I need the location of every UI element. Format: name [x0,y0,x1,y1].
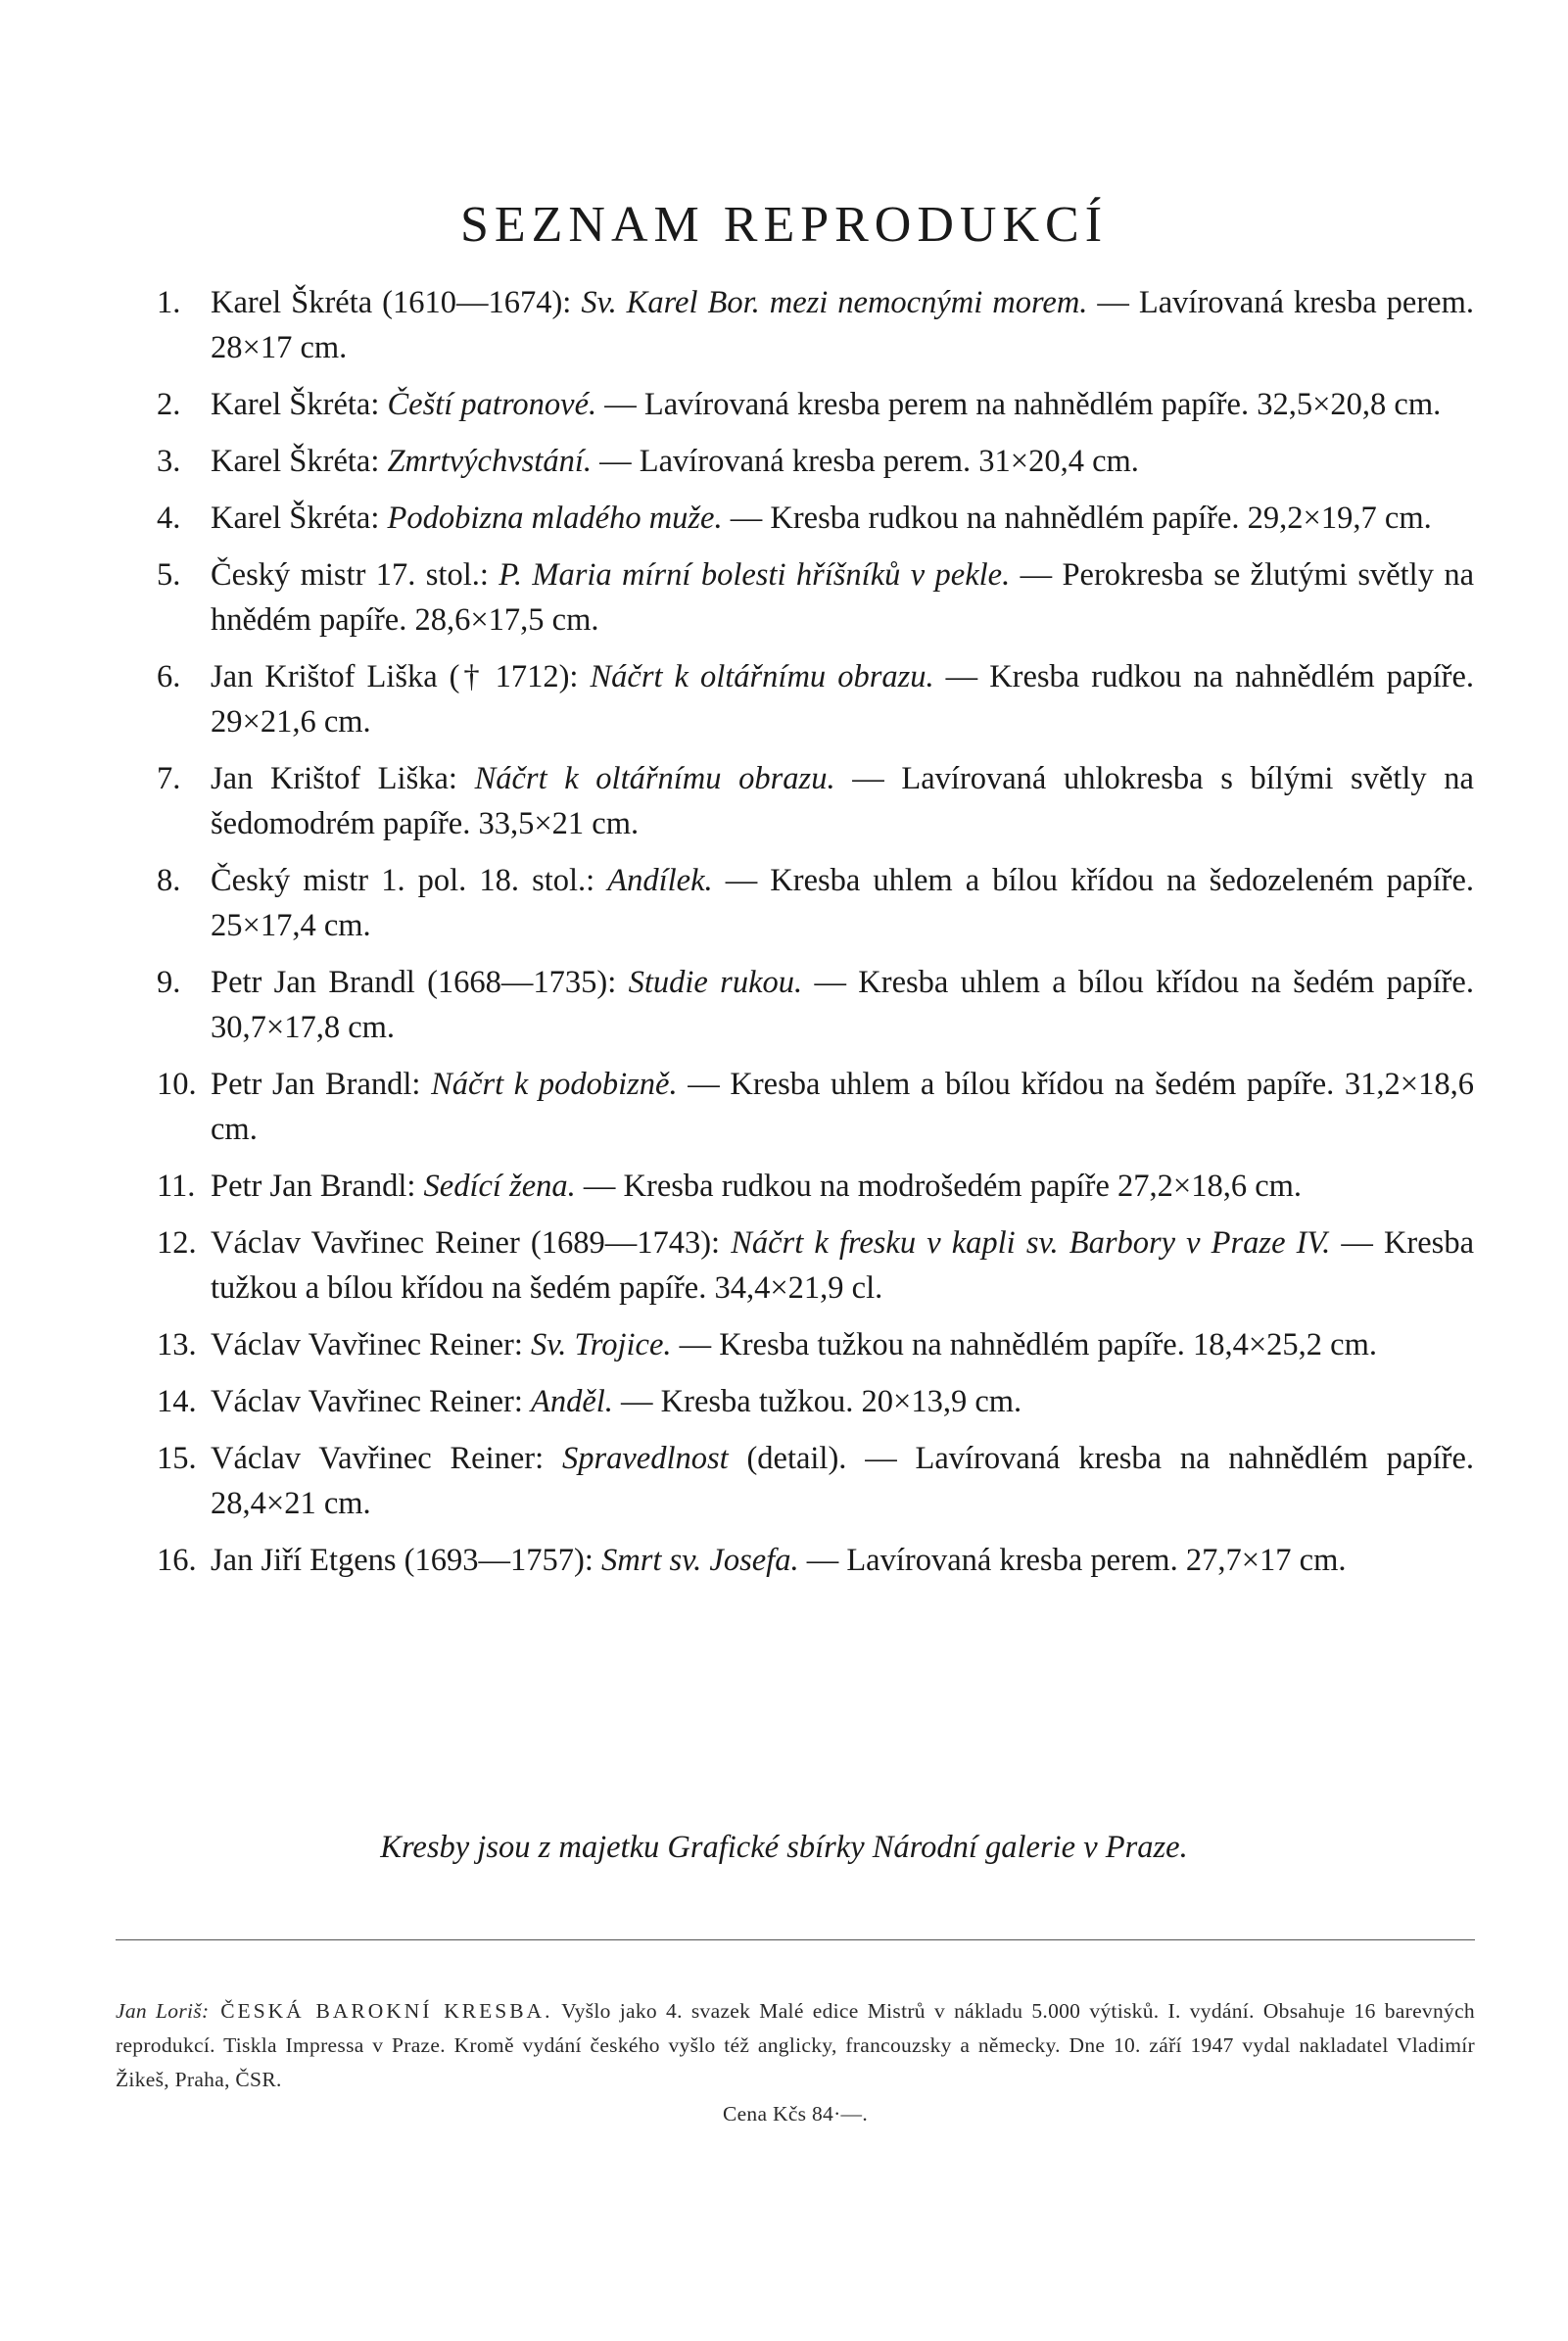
item-author: Karel Škréta: [211,387,388,422]
item-author: Karel Škréta: [211,501,388,536]
item-author: Jan Krištof Liška († 1712): [211,659,591,694]
item-author: Václav Vavřinec Reiner: [211,1327,531,1362]
item-number: 9. [157,965,181,1000]
colophon [116,1994,1475,2131]
item-text [211,501,1432,536]
list-item [157,1436,1474,1526]
item-text [211,285,1474,365]
item-description: — Kresba rudkou na modrošedém papíře 27,2×18,6 cm. [575,1169,1303,1204]
item-description: — Kresba rudkou na nahnědlém papíře. 29×21,6 cm. [211,659,1474,740]
item-artwork-title: Náčrt k oltářnímu obrazu. [474,761,835,796]
list-item [157,1322,1474,1367]
item-number: 3. [157,444,181,479]
item-number: 5. [157,557,181,593]
item-author: Český mistr 1. pol. 18. stol.: [211,863,608,898]
item-text [211,1384,1022,1419]
item-text [211,659,1474,740]
item-artwork-title: Anděl. [530,1384,613,1419]
page-title: SEZNAM REPRODUKCÍ [459,196,1109,253]
item-author: Karel Škréta: [211,444,388,479]
item-artwork-title: Studie rukou. [628,965,803,1000]
item-description: — Lavírovaná kresba perem na nahnědlém papíře. 32,5×20,8 cm. [596,387,1442,422]
list-item [157,1062,1474,1152]
item-number: 14. [157,1384,197,1419]
item-text [211,761,1474,841]
item-artwork-title: Sv. Karel Bor. mezi nemocnými morem. [581,285,1088,320]
item-author: Petr Jan Brandl: [211,1067,432,1102]
item-artwork-title: Podobizna mladého muže. [387,501,723,536]
item-number: 6. [157,659,181,694]
item-artwork-title: Náčrt k podobizně. [431,1067,678,1102]
list-item [157,1220,1474,1311]
item-author: Václav Vavřinec Reiner (1689—1743): [211,1225,732,1261]
item-description: — Kresba tužkou na nahnědlém papíře. 18,4×25,2 cm. [671,1327,1377,1362]
list-item [157,960,1474,1050]
colophon-book-title: ČESKÁ BAROKNÍ KRESBA. [209,1999,553,2023]
item-author: Václav Vavřinec Reiner: [211,1384,531,1419]
item-text [211,1169,1302,1204]
item-text [211,1543,1347,1578]
item-number: 7. [157,761,181,796]
item-artwork-title: Čeští patronové. [387,387,597,422]
item-text [211,863,1474,943]
colophon-body: Vyšlo jako 4. svazek Malé edice Mistrů v nákladu 5.000 výtisků. I. vydání. Obsahuje 16 barevných reprodukcí. Tiskla Impressa v Praze. Kromě vydání českého vyšlo též anglicky, francouzsky a německy. Dne 10. září 1947 vydal nakladatel Vladimír Žikeš, Praha, ČSR. [116,1999,1475,2091]
item-description: (detail). — Lavírovaná kresba na nahnědlém papíře. 28,4×21 cm. [211,1441,1474,1521]
item-number: 16. [157,1543,197,1578]
item-number: 8. [157,863,181,898]
reproduction-list [157,280,1474,1595]
list-item [157,280,1474,370]
list-item [157,1538,1474,1583]
item-number: 4. [157,501,181,536]
item-artwork-title: Smrt sv. Josefa. [600,1543,799,1578]
list-item [157,858,1474,948]
item-number: 15. [157,1441,197,1476]
item-text [211,557,1474,638]
item-description: — Kresba uhlem a bílou křídou na šedozeleném papíře. 25×17,4 cm. [211,863,1474,943]
item-description: — Lavírovaná kresba perem. 31×20,4 cm. [592,444,1139,479]
item-text [211,965,1474,1045]
item-text [211,1327,1377,1362]
item-description: — Kresba tužkou. 20×13,9 cm. [612,1384,1022,1419]
item-text [211,444,1139,479]
item-description: — Kresba rudkou na nahnědlém papíře. 29,2×19,7 cm. [722,501,1432,536]
item-artwork-title: Andílek. [607,863,713,898]
item-author: Jan Jiří Etgens (1693—1757): [211,1543,601,1578]
list-item [157,756,1474,846]
list-item [157,552,1474,643]
item-number: 1. [157,285,181,320]
item-number: 2. [157,387,181,422]
item-text [211,1067,1474,1147]
item-artwork-title: Náčrt k fresku v kapli sv. Barbory v Praze IV. [731,1225,1331,1261]
item-description: — Lavírovaná kresba perem. 27,7×17 cm. [798,1543,1347,1578]
list-item [157,1164,1474,1209]
divider-rule [116,1939,1475,1940]
item-description: — Lavírovaná kresba perem. 28×17 cm. [211,285,1474,365]
item-number: 13. [157,1327,197,1362]
list-item [157,382,1474,427]
item-author: Petr Jan Brandl: [211,1169,424,1204]
item-description: — Lavírovaná uhlokresba s bílými světly na šedomodrém papíře. 33,5×21 cm. [211,761,1474,841]
item-description: — Kresba tužkou a bílou křídou na šedém papíře. 34,4×21,9 cl. [211,1225,1474,1306]
item-number: 10. [157,1067,197,1102]
item-author: Václav Vavřinec Reiner: [211,1441,562,1476]
item-artwork-title: P. Maria mírní bolesti hříšníků v pekle. [499,557,1011,593]
item-artwork-title: Spravedlnost [561,1441,729,1476]
item-description: — Kresba uhlem a bílou křídou na šedém papíře. 31,2×18,6 cm. [211,1067,1474,1147]
item-author: Český mistr 17. stol.: [211,557,499,593]
item-author: Petr Jan Brandl (1668—1735): [211,965,629,1000]
item-artwork-title: Náčrt k oltářnímu obrazu. [590,659,934,694]
item-text [211,1441,1474,1521]
list-item [157,439,1474,484]
item-description: — Perokresba se žlutými světly na hnědém papíře. 28,6×17,5 cm. [211,557,1474,638]
colophon-price: Cena Kčs 84·—. [722,2102,869,2126]
collection-note: Kresby jsou z majetku Grafické sbírky Národní galerie v Praze. [380,1830,1188,1865]
item-number: 12. [157,1225,197,1261]
item-number: 11. [157,1169,196,1204]
item-text [211,1225,1474,1306]
item-author: Jan Krištof Liška: [211,761,475,796]
item-text [211,387,1441,422]
colophon-author: Jan Loriš: [116,1999,210,2023]
list-item [157,654,1474,744]
list-item [157,1379,1474,1424]
item-artwork-title: Sedící žena. [423,1169,576,1204]
item-artwork-title: Zmrtvýchvstání. [387,444,592,479]
list-item [157,496,1474,541]
item-description: — Kresba uhlem a bílou křídou na šedém papíře. 30,7×17,8 cm. [211,965,1474,1045]
item-author: Karel Škréta (1610—1674): [211,285,582,320]
item-artwork-title: Sv. Trojice. [530,1327,672,1362]
